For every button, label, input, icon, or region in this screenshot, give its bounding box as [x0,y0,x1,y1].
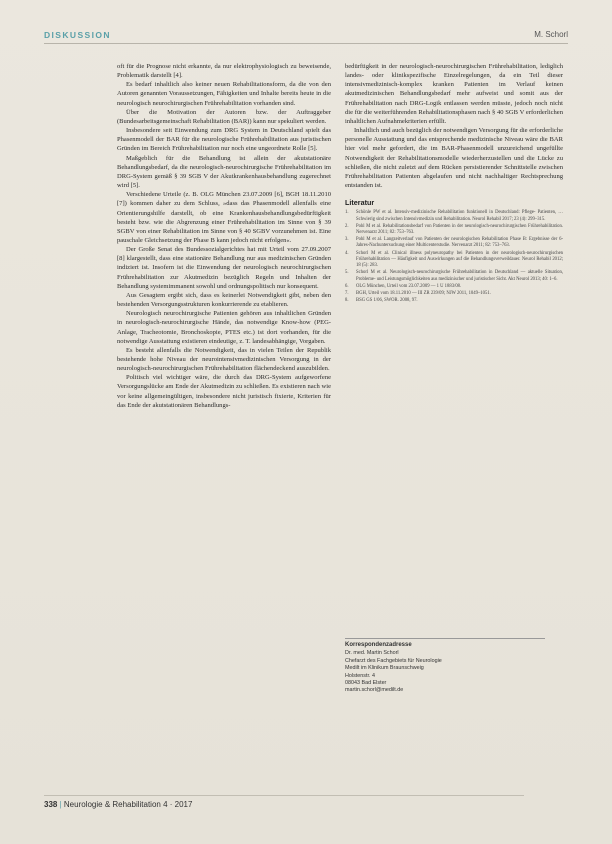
footer-divider [44,795,524,796]
reference-item [345,298,563,304]
body-paragraph: Politisch viel wichtiger wäre, die durch das DRG-System aufgeworfene Versorgungslücke am Ende der Akutmedizin zu schließen. Es existieren nach wie vor keine allgemeingültigen, insbesondere nicht juristisch fixierte, Kriterien für das Ende der akutstationären Behandlungs- [117,374,331,409]
address-line[interactable]: martin.schorl@medilt.de [345,687,404,694]
footer-separator: | [59,800,64,809]
body-paragraph: bedürftigkeit in der neurologisch-neurochirurgischen Frührehabilitation, lediglich landes- oder klinikspezifische Einzelregelungen, da ein Teil dieser intensivmedizinisch-komplex kranken Patienten im Verlauf keinen akutmedizinischen Behandlungsbedarf mehr aufweist und somit aus der Frührehabilitation nach DRG-Logik entlassen werden müsste, jedoch noch nicht die für die weiterführenden Rehabilitationsphasen nach § 40 SGB V erforderlichen inhaltlichen Aufnahmekriterien erfüllt. [345,63,563,125]
reference-number: 5. [345,270,349,276]
body-paragraph: Es besteht allenfalls die Notwendigkeit, das in vielen Teilen der Republik bestehende hohe Niveau der neurointensivmedizinischen Versorgung in der neurologisch-neurochirurgischen Frührehabilitation flächendeckend auszubilden. [117,346,331,373]
reference-number: 2. [345,223,349,229]
reference-number: 7. [345,290,349,296]
reference-text: BSG GS 1/06, SWOR. 2008, 97. [356,297,418,303]
right-text-column [345,62,563,305]
reference-item [345,224,563,237]
reference-text: Pohl M et al. Langzeitverlauf von Patienten der neurologischen Rehabilitation Phase B: Ergebnisse der 6-Jahres-Nachuntersuchung einer Multicenterstudie. Nervenarzt 2011; 82: 753–763. [356,237,563,249]
body-paragraph: Inhaltlich und auch bezüglich der notwendigen Versorgung für die erforderliche personelle Ausstattung und das entsprechende medizinische Niveau wäre die BAR hier viel mehr gefordert, die im BAR-Phasenmodell unzureichend ungefüllte Notwendigkeit der Rehabilitationsmodelle wiederherzustellen und die Lücke zu schließen, die nicht zuletzt auf dem Rücken persistierender Schnittstelle zwischen Frührehabilitation Patienten abgelaufen und nicht nachhaltiger Rechtsprechung entstanden ist. [345,127,564,190]
section-header: DISKUSSION [44,30,111,40]
reference-number: 4. [345,250,349,256]
reference-item [345,270,563,283]
reference-text: Pohl M et al. Rehabilitationsbedarf von Patienten in der neurologisch-neurochirurgischen Frührehabilitation. Nervenarzt 2011; 82: 753–763. [356,223,563,236]
reference-text: Schorl M et al. Neurologisch-neurochirurgische Frührehabilitation in Deutschland — aktuelle Situation, Probleme- und Leistungsmöglichkeiten aus medizinischer und juristischer Sicht. Akt Neurol 2013; 40: 1–6. [356,270,563,282]
reference-item [345,284,563,290]
correspondence-heading: Korrespondenzadresse [345,642,412,648]
body-paragraph: Insbesondere seit Einwendung zum DRG System in Deutschland spielt das Phasenmodell der BAR für die neurologische Frührehabilitation aus juristischen Gründen im Bereich Frührehabilitation nur noch eine ungeordnete Rolle [5]. [117,127,331,153]
reference-item [345,210,563,223]
right-paragraphs [345,62,563,190]
correspondence-address [345,650,545,694]
reference-number: 3. [345,237,349,243]
address-line: 08043 Bad Elster [345,680,387,687]
reference-number: 6. [345,283,349,289]
journal-name: Neurologie & Rehabilitation 4 · 2017 [63,800,193,809]
reference-item [345,237,563,250]
correspondence-divider [345,638,545,639]
reference-item [345,291,563,297]
reference-text: Schorl M et al. Clinical illness polyneuropathy bei Patienten in der neurologisch-neurochirurgischen Frührehabilitation — Häufigkeit und Auswirkungen auf die Behandlungsverweildauer. Neurol Rehabil 2012; 18 (5): 283. [356,250,563,269]
body-paragraph: Verschiedene Urteile (z. B. OLG München 23.07.2009 [6], BGH 18.11.2010 [7]) kommen daher zu dem Schluss, »dass das Phasenmodell allenfalls eine Orientierungshilfe darstellt, ob eine Krankenhausbehandlungsbedürftigkeit besteht bzw. wie die Abgrenzung einer Frührehabilitation im Sinne von § 39 SGBV von einer Rehabilitation im Sinne von § 40 SGBV vorzunehmen ist. Eine pauschale Gleichsetzung der Phase B kann jedoch nicht erfolgen«. [117,191,331,244]
left-text-column [117,62,331,410]
body-paragraph: Es bedarf inhaltlich also keiner neuen Rehabilitationsform, da die von den Autoren genannten Voraussetzungen, Fähigkeiten und Inhalte bereits heute in die neurologisch neurochirurgischen Frührehabilitation vorhanden sind. [117,81,331,107]
reference-text: OLG München, Urteil vom 23.07.2009 — 1 U 1883/08. [356,283,462,289]
running-author: M. Schorl [534,30,568,39]
literature-list [345,210,563,304]
correspondence-block [345,638,545,695]
address-line: Chefarzt des Fachgebiets für Neurologie [345,657,442,664]
reference-number: 1. [345,210,349,216]
body-paragraph: Der Große Senat des Bundessozialgerichtes hat mit Urteil vom 27.09.2007 [8] klargestellt, dass eine stationäre Behandlung nur aus medizinischen Gründen indiziert ist. Insofern ist die Einwendung der neurologisch neurochirurgischen Frührehabilitation zur Akutmedizin bezüglich Regeln und Inhalten der Behandlung systemimmanent sowohl und ordnungspolitisch nur konsequent. [117,246,331,290]
address-line: Holstenstr. 4 [345,672,375,679]
reference-item [345,251,563,270]
page-number: 338 [44,800,58,809]
body-paragraph: Über die Motivation der Autoren bzw. der Auftraggeber (Bundesarbeitsgemeinschaft Rehabilitation (BAR)) kann nur spekuliert werden. [117,108,331,125]
body-paragraph: oft für die Prognose nicht erkannte, da nur elektrophysiologisch zu beweisende, Problematik darstellt [4]. [117,63,331,80]
address-line: Medilt im Klinikum Braunschweig [345,665,424,672]
page-footer [44,800,192,809]
address-line: Dr. med. Martin Schorl [345,650,399,657]
reference-number: 8. [345,297,349,303]
body-paragraph: Maßgeblich für die Behandlung ist allein der akutstationäre Behandlungsbedarf, da die neurologisch-neurochirurgische Frührehabilitation im DRG-System gemäß § 39 SGB V der Akutkrankenhausbehandlung zugerechnet wird [5]. [117,154,331,190]
reference-text: BGH, Urteil vom 18.11.2010 — III ZR 239/09; NJW 2011, 1049–1051. [356,290,491,296]
body-paragraph: Neurologisch neurochirurgische Patienten gehören aus inhaltlichen Gründen in neurologisch-neurochirurgische Hände, das notwendige Know-how (PEG-Anlage, Tracheotomie, Bronchoskopie, PTES etc.) ist dort vorhanden, für die notwendige Ausstattung existieren eindeutige, z. T. landesabhängige, Vorgaben. [117,310,331,345]
reference-text: Schönle PW et al. Intensiv-medizinische Rehabilitation funktionell in Deutschland: Pflege- Patienten, … Schwierig sind zwischen Intensivmedizin und Rehabilitation. Neurol Rehabil 2017; 23 (4): 299–315. [356,210,563,222]
header-divider [44,43,568,44]
literature-heading: Literatur [345,198,375,208]
body-paragraph: Aus Gesagtem ergibt sich, dass es keinerlei Notwendigkeit gibt, neben den bestehenden Versorgungsstrukturen konkurrierende zu etablieren. [117,291,331,309]
